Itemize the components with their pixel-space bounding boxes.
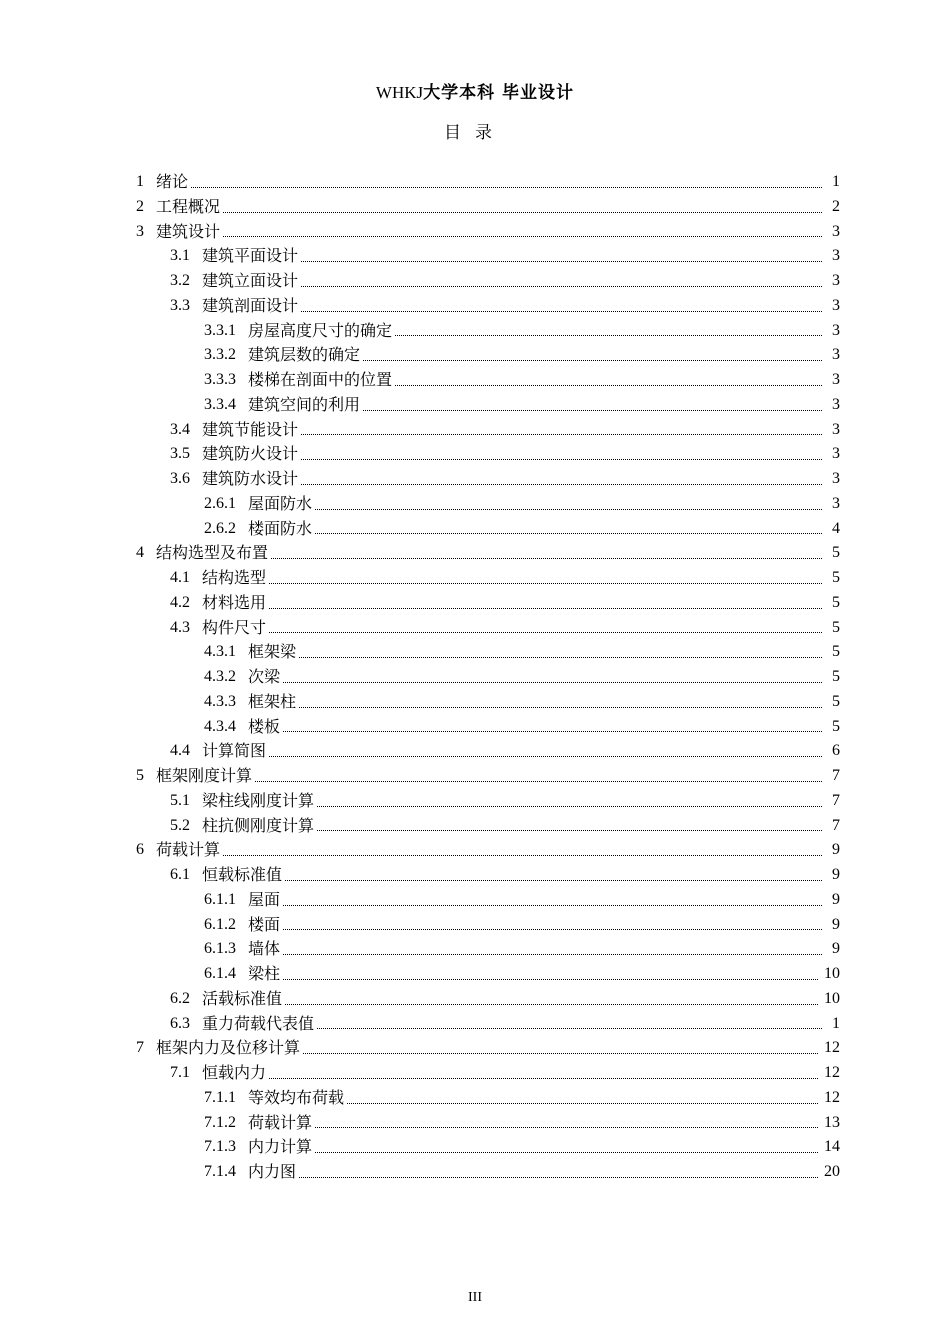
- toc-entry-number: 2.6.2: [204, 519, 236, 537]
- toc-entry-number: 4.3: [170, 618, 190, 636]
- toc-entry[interactable]: [136, 343, 840, 368]
- toc-entry[interactable]: [136, 863, 840, 888]
- toc-entry-title: 荷载计算: [248, 1112, 313, 1132]
- toc-entry-title: 结构选型: [202, 568, 267, 587]
- toc-entry-title: 内力计算: [248, 1137, 313, 1157]
- toc-entry-number: 7.1.1: [204, 1088, 236, 1106]
- toc-dot-leader: [285, 1004, 818, 1005]
- toc-entry-page: 3: [832, 321, 840, 339]
- toc-entry[interactable]: [136, 170, 840, 195]
- toc-entry-number: 6.1: [170, 866, 190, 883]
- toc-dot-leader: [317, 806, 822, 807]
- toc-entry[interactable]: [136, 838, 840, 863]
- toc-entry-page: 3: [832, 494, 840, 512]
- toc-dot-leader: [395, 385, 822, 386]
- toc-entry-number: 6.1.2: [204, 915, 236, 933]
- toc-entry-page: 7: [832, 816, 840, 834]
- toc-dot-leader: [283, 954, 822, 955]
- toc-entry-number: 3.4: [170, 420, 190, 438]
- toc-entry-page: 14: [824, 1138, 840, 1156]
- toc-dot-leader: [315, 1152, 818, 1153]
- toc-entry[interactable]: [136, 393, 840, 418]
- toc-entry-title: 建筑立面设计: [202, 271, 299, 290]
- toc-entry-page: 3: [832, 420, 840, 438]
- toc-entry-page: 5: [832, 692, 840, 710]
- toc-entry-page: 5: [832, 569, 840, 586]
- toc-entry-title: 房屋高度尺寸的确定: [248, 320, 393, 340]
- toc-entry-number: 3: [136, 222, 144, 240]
- toc-entry-page: 3: [832, 395, 840, 413]
- toc-dot-leader: [301, 434, 822, 435]
- toc-dot-leader: [255, 781, 822, 782]
- toc-entry-title: 恒载标准值: [202, 865, 283, 884]
- toc-entry-page: 3: [832, 371, 840, 388]
- toc-entry[interactable]: [136, 1012, 840, 1037]
- toc-entry-number: 4.4: [170, 742, 190, 760]
- toc-dot-leader: [395, 335, 822, 336]
- toc-dot-leader: [317, 1028, 822, 1029]
- toc-entry[interactable]: [136, 1135, 840, 1160]
- toc-entry-title: 柱抗侧刚度计算: [202, 815, 315, 835]
- toc-entry-number: 7.1.4: [204, 1163, 236, 1180]
- toc-entry[interactable]: [136, 368, 840, 393]
- toc-entry-number: 5.2: [170, 816, 190, 834]
- toc-dot-leader: [223, 212, 822, 213]
- toc-entry[interactable]: [136, 541, 840, 566]
- toc-dot-leader: [283, 905, 822, 906]
- toc-entry-page: 20: [824, 1163, 840, 1180]
- toc-entry-title: 墙体: [248, 939, 281, 959]
- toc-entry-title: 楼面防水: [248, 518, 313, 538]
- toc-entry-title: 建筑平面设计: [202, 246, 299, 266]
- toc-entry-title: 活载标准值: [202, 988, 283, 1008]
- header-latin: WHKJ: [375, 83, 424, 102]
- toc-dot-leader: [283, 929, 822, 930]
- toc-dot-leader: [315, 1127, 818, 1128]
- toc-entry-title: 框架梁: [248, 642, 297, 662]
- toc-entry-number: 6.1.1: [204, 890, 236, 908]
- toc-entry-number: 4.3.4: [204, 717, 236, 735]
- toc-entry-title: 楼板: [248, 716, 281, 736]
- toc-entry-number: 4.1: [170, 569, 190, 586]
- toc-entry-title: 工程概况: [156, 196, 221, 216]
- toc-entry[interactable]: [136, 492, 840, 517]
- toc-entry-number: 4.3.2: [204, 668, 236, 685]
- toc-entry[interactable]: [136, 616, 840, 641]
- toc-entry-page: 6: [832, 742, 840, 760]
- toc-entry-number: 6.1.3: [204, 940, 236, 958]
- toc-entry-page: 3: [832, 470, 840, 487]
- toc-entry-number: 5: [136, 767, 144, 784]
- toc-entry[interactable]: [136, 987, 840, 1012]
- toc-entry-title: 构件尺寸: [202, 617, 267, 637]
- toc-entry-title: 建筑防火设计: [202, 444, 299, 464]
- toc-entry-number: 7.1.3: [204, 1138, 236, 1156]
- toc-entry-title: 等效均布荷载: [248, 1087, 345, 1107]
- toc-entry-page: 5: [832, 593, 840, 611]
- toc-dot-leader: [283, 979, 818, 980]
- toc-entry-number: 7.1.2: [204, 1113, 236, 1131]
- toc-dot-leader: [269, 1078, 818, 1079]
- toc-entry-title: 框架内力及位移计算: [156, 1038, 301, 1058]
- toc-dot-leader: [315, 533, 822, 534]
- toc-dot-leader: [303, 1053, 818, 1054]
- toc-entry-number: 3.3.2: [204, 346, 236, 364]
- toc-dot-leader: [299, 707, 822, 708]
- toc-entry-number: 4.3.1: [204, 643, 236, 661]
- toc-entry-number: 3.3.1: [204, 321, 236, 339]
- toc-entry-number: 2: [136, 197, 144, 215]
- toc-entry[interactable]: [136, 715, 840, 740]
- toc-entry-title: 建筑空间的利用: [248, 394, 361, 414]
- toc-entry-page: 5: [832, 544, 840, 562]
- toc-entry-page: 7: [832, 791, 840, 809]
- toc-entry-title: 荷载计算: [156, 840, 221, 860]
- toc-entry-number: 3.6: [170, 470, 190, 487]
- toc-entry[interactable]: [136, 789, 840, 814]
- toc-entry-number: 3.3.4: [204, 395, 236, 413]
- toc-entry-page: 3: [832, 272, 840, 289]
- toc-entry-page: 12: [824, 1039, 840, 1057]
- toc-entry-page: 5: [832, 618, 840, 636]
- toc-entry-number: 4.2: [170, 593, 190, 611]
- toc-dot-leader: [301, 261, 822, 262]
- toc-entry[interactable]: [136, 1036, 840, 1061]
- toc-entry[interactable]: [136, 764, 840, 789]
- toc-entry-title: 绪论: [156, 172, 189, 191]
- toc-entry[interactable]: [136, 294, 840, 319]
- toc-dot-leader: [223, 236, 822, 237]
- toc-entry-page: 3: [832, 222, 840, 240]
- toc-entry-title: 楼梯在剖面中的位置: [248, 370, 393, 389]
- toc-entry-title: 屋面防水: [248, 493, 313, 513]
- toc-entry-page: 9: [832, 915, 840, 933]
- toc-entry-page: 3: [832, 445, 840, 463]
- toc-dot-leader: [315, 509, 822, 510]
- toc-entry-title: 建筑剖面设计: [202, 295, 299, 315]
- toc-dot-leader: [285, 880, 822, 881]
- toc-entry[interactable]: [136, 937, 840, 962]
- toc-dot-leader: [363, 410, 822, 411]
- toc-dot-leader: [269, 608, 822, 609]
- toc-entry[interactable]: [136, 566, 840, 591]
- toc-entry-title: 建筑节能设计: [202, 419, 299, 439]
- toc-title: 目录: [444, 123, 506, 143]
- toc-entry-page: 3: [832, 346, 840, 364]
- toc-dot-leader: [301, 286, 822, 287]
- toc-entry[interactable]: [136, 640, 840, 665]
- toc-entry-title: 结构选型及布置: [156, 543, 269, 563]
- toc-entry-number: 7.1: [170, 1064, 190, 1081]
- toc-dot-leader: [223, 855, 822, 856]
- toc-entry-title: 楼面: [248, 914, 281, 934]
- page-header: [0, 78, 950, 103]
- page-number: III: [468, 1290, 482, 1305]
- toc-dot-leader: [283, 682, 822, 683]
- toc-entry-page: 9: [832, 890, 840, 908]
- toc-entry-number: 7: [136, 1039, 144, 1057]
- toc-dot-leader: [347, 1103, 818, 1104]
- toc-entry-title: 建筑防水设计: [202, 469, 299, 488]
- toc-entry-page: 9: [832, 866, 840, 883]
- toc-entry-number: 5.1: [170, 791, 190, 809]
- toc-entry-page: 13: [824, 1113, 840, 1131]
- toc-entry-title: 梁柱线刚度计算: [202, 790, 315, 810]
- toc-entry-page: 5: [832, 717, 840, 735]
- toc-entry-page: 9: [832, 940, 840, 958]
- toc-entry-number: 2.6.1: [204, 494, 236, 512]
- toc-entry-title: 梁柱: [248, 964, 281, 983]
- toc-entry-page: 12: [824, 1088, 840, 1106]
- toc-entry[interactable]: [136, 962, 840, 987]
- toc-entry-number: 1: [136, 173, 144, 190]
- toc-dot-leader: [269, 756, 822, 757]
- toc-entry[interactable]: [136, 1086, 840, 1111]
- toc-dot-leader: [363, 360, 822, 361]
- toc-entry-page: 1: [832, 173, 840, 190]
- toc-dot-leader: [299, 1177, 818, 1178]
- toc-entry[interactable]: [136, 690, 840, 715]
- toc-entry-number: 6.1.4: [204, 965, 236, 982]
- toc-entry-title: 建筑层数的确定: [248, 345, 361, 365]
- toc-entry[interactable]: [136, 319, 840, 344]
- toc-entry-page: 5: [832, 643, 840, 661]
- toc-dot-leader: [269, 632, 822, 633]
- toc-entry[interactable]: [136, 517, 840, 542]
- toc-entry-page: 10: [824, 989, 840, 1007]
- toc-entry-number: 3.5: [170, 445, 190, 463]
- toc-dot-leader: [271, 558, 822, 559]
- toc-entry-title: 建筑设计: [156, 221, 221, 241]
- toc-entry-number: 4.3.3: [204, 692, 236, 710]
- toc-entry[interactable]: [136, 1111, 840, 1136]
- toc-entry-title: 恒载内力: [202, 1063, 267, 1082]
- toc-entry-page: 10: [824, 965, 840, 982]
- toc-entry[interactable]: [136, 244, 840, 269]
- toc-dot-leader: [283, 731, 822, 732]
- toc-dot-leader: [317, 830, 822, 831]
- toc-entry-page: 3: [832, 296, 840, 314]
- toc-entry-number: 3.1: [170, 247, 190, 265]
- toc-entry[interactable]: [136, 665, 840, 690]
- toc-entry-title: 重力荷载代表值: [202, 1013, 315, 1033]
- header-title: 大学本科 毕业设计: [423, 83, 575, 103]
- toc-dot-leader: [299, 657, 822, 658]
- toc-entry-number: 3.3.3: [204, 371, 236, 388]
- toc-entry-page: 1: [832, 1014, 840, 1032]
- toc-entry[interactable]: [136, 739, 840, 764]
- toc-entry[interactable]: [136, 1061, 840, 1086]
- toc-entry-title: 内力图: [248, 1162, 297, 1181]
- toc-entry-number: 3.3: [170, 296, 190, 314]
- toc-entry-number: 3.2: [170, 272, 190, 289]
- toc-entry-page: 7: [832, 767, 840, 784]
- toc-entry[interactable]: [136, 269, 840, 294]
- toc-entry-title: 屋面: [248, 889, 281, 909]
- toc-entry-number: 4: [136, 544, 144, 562]
- toc-entry[interactable]: [136, 220, 840, 245]
- toc-entry-title: 框架柱: [248, 691, 297, 711]
- table-of-contents: [136, 170, 840, 1185]
- toc-entry[interactable]: [136, 814, 840, 839]
- toc-entry[interactable]: [136, 442, 840, 467]
- toc-entry-page: 5: [832, 668, 840, 685]
- toc-entry-page: 2: [832, 197, 840, 215]
- toc-entry[interactable]: [136, 1160, 840, 1185]
- toc-entry-title: 次梁: [248, 667, 281, 686]
- toc-dot-leader: [269, 583, 822, 584]
- toc-entry[interactable]: [136, 591, 840, 616]
- toc-entry-title: 计算简图: [202, 741, 267, 761]
- toc-entry-title: 材料选用: [202, 592, 267, 612]
- toc-entry-number: 6.3: [170, 1014, 190, 1032]
- toc-dot-leader: [301, 484, 822, 485]
- toc-entry-page: 4: [832, 519, 840, 537]
- toc-entry[interactable]: [136, 467, 840, 492]
- toc-entry-page: 3: [832, 247, 840, 265]
- toc-entry-number: 6.2: [170, 989, 190, 1007]
- toc-entry[interactable]: [136, 913, 840, 938]
- toc-entry-number: 6: [136, 841, 144, 859]
- toc-entry[interactable]: [136, 195, 840, 220]
- toc-dot-leader: [191, 187, 822, 188]
- toc-dot-leader: [301, 311, 822, 312]
- toc-dot-leader: [301, 459, 822, 460]
- toc-entry[interactable]: [136, 418, 840, 443]
- toc-entry-page: 9: [832, 841, 840, 859]
- toc-entry[interactable]: [136, 888, 840, 913]
- toc-entry-page: 12: [824, 1064, 840, 1081]
- toc-entry-title: 框架刚度计算: [156, 766, 253, 785]
